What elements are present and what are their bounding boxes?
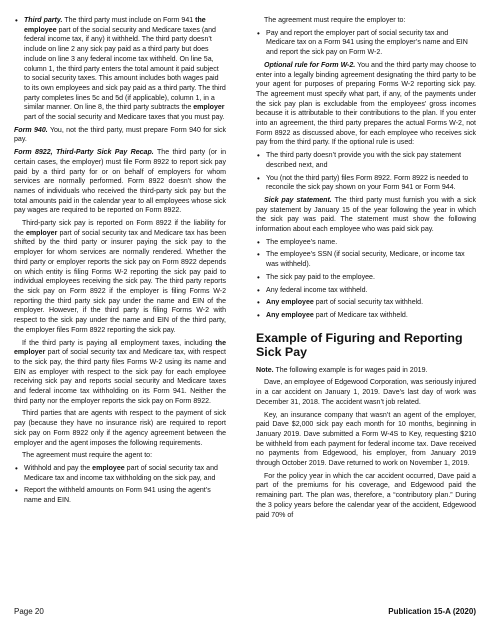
third-party-list bbox=[14, 16, 226, 123]
employer-requirements-list bbox=[256, 29, 476, 58]
sick-pay-statement-paragraph: Sick pay statement. The third party must furnish you with a sick pay statement by January 15 of the year following the year in which the sick pay was paid. The statement must show the following information about each employee who was paid sick pay. bbox=[256, 196, 476, 234]
form-8922-paragraph: Form 8922, Third-Party Sick Pay Recap. The third party (or in certain cases, the employer) must file Form 8922 to report sick pay paid by a third party for or on behalf of employers for whom services are normally performed. Form 8922 doesn’t show the names of individuals who received the third-party sick pay but the total amounts paid in the calendar year to all employees whose sick pay wages are required to be reported on Form 8922. bbox=[14, 149, 226, 215]
list-item: • Any employee part of Medicare tax withheld. bbox=[266, 311, 476, 321]
employer-agreement-intro: The agreement must require the employer to: bbox=[264, 17, 406, 24]
optional-rule-paragraph: Optional rule for Form W-2. You and the third party may choose to enter into a legally binding agreement designating the third party to be your agent for purposes of preparing Forms W-2 reporting sick pay. The agreement must specify what part, if any, of the payments under the sick pay plan is excludable from the employees’ gross incomes because it is attributable to their contributions to the plan. If you enter into an agreement, the third party prepares the actual Forms W-2, not Form 8922 as discussed above, for each employee who receives sick pay from the third party. If the optional rule is used: bbox=[256, 61, 476, 147]
note-paragraph: Note. The following example is for wages paid in 2019. bbox=[256, 366, 428, 374]
list-item: • Any federal income tax withheld. bbox=[266, 286, 476, 296]
key-paragraph: Key, an insurance company that wasn’t an agent of the employer, paid Dave $2,000 sick pay each month for 10 months, beginning in January 2019. Dave submitted a Form W-4S to Key, requesting $210 be withheld from each payment for federal income tax. Dave received no payments from Edgewood, his employer, from January 2019 through October 2019. Dave returned to work on November 1, 2019. bbox=[256, 411, 476, 468]
liability-paragraph: Third-party sick pay is reported on Form 8922 if the liability for the employer part of social security tax and Medicare tax has been shifted by the third party or insurer paying the sick pay to the employer for whom services are normally rendered. Whether the third party or employer reports the sick pay on Form 8922 depends on which entity is filing Forms W-2 reporting the sick pay paid to individual employees receiving the sick pay. The third party reports the sick pay on Form 8922 if the employer is filing Forms W-2 reporting the third party sick pay under the name and EIN of the employer. However, if the third party is filing Forms W-2 with respect to the sick pay under the name and EIN of the third party, the employer files Form 8922 reporting the sick pay. bbox=[14, 220, 226, 334]
list-item: • The sick pay paid to the employee. bbox=[266, 273, 476, 283]
list-item: • The third party doesn’t provide you with the sick pay statement described next, and bbox=[266, 151, 476, 170]
list-item: • Withhold and pay the employee part of social security tax and Medicare tax and income tax withholding on the sick pay, and bbox=[24, 464, 226, 483]
agency-paragraph: Third parties that are agents with respect to the payment of sick pay (because they have no insurance risk) are required to report sick pay on Form 8922 only if the agency agreement between the employer and the agent imposes the following requirements. bbox=[14, 410, 226, 447]
optional-rule-list bbox=[256, 151, 476, 193]
left-column bbox=[14, 16, 226, 509]
list-item: • The employee’s SSN (if social security, Medicare, or income tax was withheld). bbox=[266, 250, 476, 269]
list-item: • Any employee part of social security tax withheld. bbox=[266, 298, 476, 308]
section-heading: Example of Figuring and Reporting Sick Pay bbox=[256, 330, 463, 360]
policy-paragraph: For the policy year in which the car accident occurred, Dave paid a part of the premiums for his coverage, and Edgewood paid the remaining part. The plan was, therefore, a “contributory plan.” During the 3 policy years before the calendar year of the accident, Edgewood paid 70% of bbox=[256, 472, 476, 519]
third-party-bullet: • Third party. The third party must include on Form 941 the employee part of the social security and Medicare taxes (and federal income tax, if any) it withheld. The third party doesn’t include on line 2 any sick pay paid as a third party but does include on line 3 any federal income tax withheld. On line 5a, column 1, the third party enters the total amount it paid subject to social security taxes. This amount includes both wages paid to its own employees and sick pay paid as a third party. The third party completes lines 5c and 5d (if applicable), column 1, in a similar manner. On line 8, the third party subtracts the employer part of the social security and Medicare taxes that you must pay. bbox=[24, 16, 226, 123]
form-940-paragraph: Form 940. You, not the third party, must prepare Form 940 for sick pay. bbox=[14, 126, 226, 144]
statement-items-list bbox=[256, 238, 476, 321]
all-taxes-paragraph: If the third party is paying all employment taxes, including the employer part of social security tax and Medicare tax, with respect to the sick pay, the third party files Forms W-2 using its name and EIN as employer with respect to the sick pay for each employee receiving sick pay and reports social security and Medicare taxes and federal income tax withholding on its Form 941. Neither the third party nor the employer reports the sick pay on Form 8922. bbox=[14, 339, 226, 405]
dave-paragraph: Dave, an employee of Edgewood Corporation, was seriously injured in a car accident on January 1, 2019. Dave’s last day of work was December 31, 2018. The accident wasn’t job related. bbox=[256, 379, 476, 406]
right-column bbox=[256, 16, 476, 523]
page-number: Page 20 bbox=[14, 607, 44, 616]
list-item: • The employee’s name. bbox=[266, 238, 476, 248]
list-item: • You (not the third party) files Form 8922. Form 8922 is needed to reconcile the sick pay shown on your Form 941 or Form 944. bbox=[266, 174, 476, 193]
agent-agreement-intro: The agreement must require the agent to: bbox=[22, 452, 153, 460]
agent-requirements-list bbox=[14, 464, 226, 506]
list-item: • Pay and report the employer part of social security tax and Medicare tax on a Form 941 using the employer’s name and EIN and report the sick pay on Form W-2. bbox=[266, 29, 476, 58]
list-item: • Report the withheld amounts on Form 941 using the agent’s name and EIN. bbox=[24, 486, 226, 505]
publication-title: Publication 15-A (2020) bbox=[388, 607, 476, 616]
